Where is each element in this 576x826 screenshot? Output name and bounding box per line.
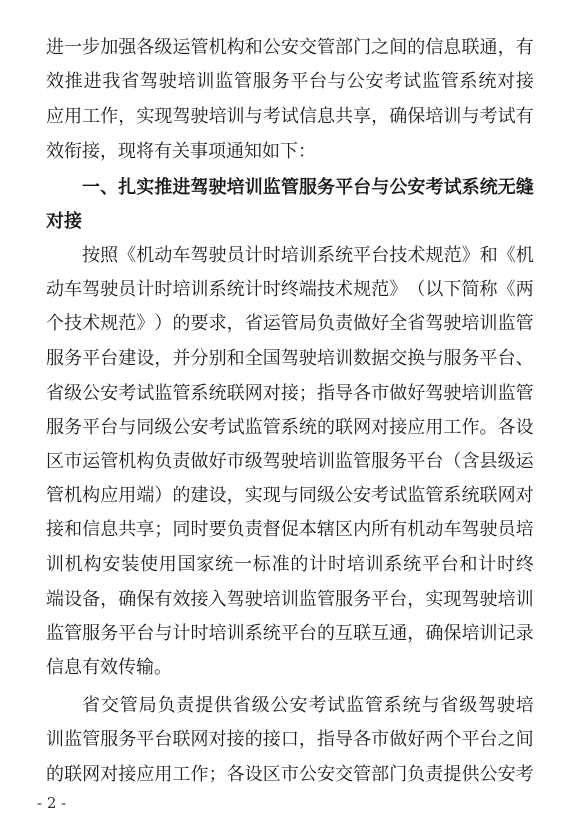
section-heading-cont: 对接 — [46, 211, 82, 232]
text-line: 进 一 步 加 强 各 级 运 管 机 构 和 公 安 交 管 部 门 之 间 的 信 息 联 通 ， 有 — [46, 37, 534, 58]
text-line: 效衔接，现将有关事项通知如下： — [46, 141, 316, 162]
text-line: 省 交 管 局 负 责 提 供 省 级 公 安 考 试 监 管 系 统 与 省 级 驾 驶 培 — [82, 695, 534, 716]
text-line: 管 机 构 应 用 端 ） 的 建 设 ， 实 现 与 同 级 公 安 考 试 监 管 系 统 联 网 对 — [46, 485, 534, 506]
text-line: 个 技 术 规 范 》 ） 的 要 求 ， 省 运 管 局 负 责 做 好 全 省 驾 驶 培 训 监 管 — [46, 313, 534, 334]
text-line: 信息有效传输。 — [46, 657, 172, 678]
text-line: 监 管 服 务 平 台 与 计 时 培 训 系 统 平 台 的 互 联 互 通 ， 确 保 培 训 记 录 — [46, 623, 534, 644]
text-line: 训 机 构 安 装 使 用 国 家 统 一 标 准 的 计 时 培 训 系 统 平 台 和 计 时 终 — [46, 554, 534, 575]
text-line: 的 联 网 对 接 应 用 工 作 ； 各 设 区 市 公 安 交 管 部 门 负 责 提 供 公 安 考 — [46, 764, 534, 785]
text-line: 服 务 平 台 建 设 ， 并 分 别 和 全 国 驾 驶 培 训 数 据 交 换 与 服 务 平 台 、 — [46, 348, 534, 369]
text-line: 按 照 《 机 动 车 驾 驶 员 计 时 培 训 系 统 平 台 技 术 规 范 》 和 《 机 — [82, 245, 534, 266]
text-line: 训 监 管 服 务 平 台 联 网 对 接 的 接 口 ， 指 导 各 市 做 好 两 个 平 台 之 间 — [46, 729, 534, 750]
text-line: 端 设 备 ， 确 保 有 效 接 入 驾 驶 培 训 监 管 服 务 平 台 ， 实 现 驾 驶 培 训 — [46, 589, 534, 610]
text-line: 省 级 公 安 考 试 监 管 系 统 联 网 对 接 ； 指 导 各 市 做 好 驾 驶 培 训 监 管 — [46, 383, 534, 404]
page-number: - 2 - — [37, 794, 67, 812]
section-heading: 一 、 扎 实 推 进 驾 驶 培 训 监 管 服 务 平 台 与 公 安 考 试 系 统 无 缝 — [82, 177, 534, 198]
text-line: 接 和 信 息 共 享 ； 同 时 要 负 责 督 促 本 辖 区 内 所 有 机 动 车 驾 驶 员 培 — [46, 519, 534, 540]
text-line: 动 车 驾 驶 员 计 时 培 训 系 统 计 时 终 端 技 术 规 范 》 （ 以 下 简 称 《 两 — [46, 279, 534, 300]
text-line: 应 用 工 作 ， 实 现 驾 驶 培 训 与 考 试 信 息 共 享 ， 确 保 培 训 与 考 试 有 — [46, 106, 534, 127]
text-line: 服 务 平 台 与 同 级 公 安 考 试 监 管 系 统 的 联 网 对 接 应 用 工 作 。 各 设 — [46, 417, 534, 438]
text-line: 效 推 进 我 省 驾 驶 培 训 监 管 服 务 平 台 与 公 安 考 试 监 管 系 统 对 接 — [46, 71, 534, 92]
text-line: 区 市 运 管 机 构 负 责 做 好 市 级 驾 驶 培 训 监 管 服 务 平 台 （ 含 县 级 运 — [46, 451, 534, 472]
